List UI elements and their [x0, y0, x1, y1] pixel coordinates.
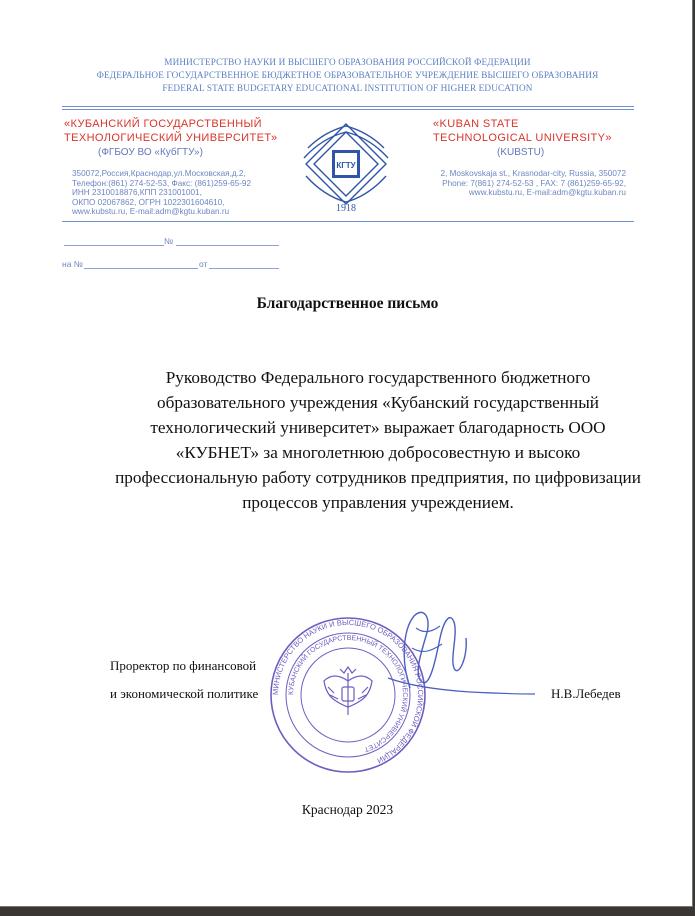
address-ru-line: ОКПО 02067862, ОГРН 1022301604610,	[72, 197, 225, 207]
signatory-position-line1: Проректор по финансовой	[110, 658, 257, 673]
ministry-line: МИНИСТЕРСТВО НАУКИ И ВЫСШЕГО ОБРАЗОВАНИЯ РОССИЙСКОЙ ФЕДЕРАЦИИ	[164, 57, 531, 67]
address-ru-line: ИНН 2310018876,КПП 231001001,	[72, 188, 202, 198]
letter-title: Благодарственное письмо	[256, 295, 439, 312]
institution-line-en: FEDERAL STATE BUDGETARY EDUCATIONAL INSTITUTION OF HIGHER EDUCATION	[162, 83, 533, 93]
univ-name-ru-line2: ТЕХНОЛОГИЧЕСКИЙ УНИВЕРСИТЕТ»	[64, 132, 278, 144]
ref-date-line	[209, 268, 279, 269]
outgoing-date-line	[176, 245, 279, 246]
logo-year: 1918	[336, 203, 356, 214]
ref-number-label: на №	[62, 259, 83, 269]
coat-of-arms-icon	[324, 667, 372, 715]
address-en	[412, 169, 626, 198]
logo-letters: КГТУ	[336, 161, 356, 170]
city-year: Краснодар 2023	[301, 802, 394, 817]
address-en-line: 2, Moskovskaja st., Krasnodar-city, Russia, 350072	[440, 169, 626, 178]
university-logo	[300, 118, 392, 214]
address-ru-line: 350072,Россия,Краснодар,ул.Московская,д.2,	[72, 169, 246, 178]
header-rule-top	[62, 106, 634, 107]
header-rule-lower	[62, 221, 634, 222]
univ-abbr-en: (KUBSTU)	[497, 147, 545, 158]
handwritten-signature	[370, 598, 540, 708]
address-en-line: www.kubstu.ru, E-mail:adm@kgtu.kuban.ru	[468, 188, 626, 198]
header-rule-bottom	[62, 109, 634, 110]
stamp-inner-text: КУБАНСКИЙ ГОСУДАРСТВЕННЫЙ ТЕХНОЛОГИЧЕСКИЙ УНИВЕРСИТЕТ	[287, 634, 409, 753]
signatory-position-line2: и экономической политике	[110, 686, 259, 701]
address-ru-line: www.kubstu.ru, E-mail:adm@kgtu.kuban.ru	[72, 207, 230, 217]
univ-name-en-line1: «KUBAN STATE	[433, 118, 519, 130]
signatory-name: Н.В.Лебедев	[551, 686, 621, 701]
address-en-line: Phone: 7(861) 274-52-53 , FAX: 7 (861)259-65-92,	[442, 178, 626, 188]
stamp-outer-text: МИНИСТЕРСТВО НАУКИ И ВЫСШЕГО ОБРАЗОВАНИЯ РОССИЙСКОЙ ФЕДЕРАЦИИ	[270, 617, 426, 766]
address-ru	[72, 169, 251, 217]
address-ru-line: Телефон:(861) 274-52-53, Факс: (861)259-65-92	[72, 178, 252, 188]
institution-line-ru: ФЕДЕРАЛЬНОЕ ГОСУДАРСТВЕННОЕ БЮДЖЕТНОЕ ОБРАЗОВАТЕЛЬНОЕ УЧРЕЖДЕНИЕ ВЫСШЕГО ОБРАЗОВАНИЯ	[96, 70, 599, 80]
outgoing-number-line	[64, 245, 164, 246]
univ-abbr-ru: (ФГБОУ ВО «КубГТУ»)	[98, 147, 203, 158]
letter-body: Руководство Федерального государственного бюджетного образовательного учреждения «Кубанский государственный технологический университет» выражает благодарность ООО «КУБНЕТ» за многолетнюю добросовестную и высоко профессиональную работу сотрудников предприятия, по цифровизации процессов управления учреждением.	[115, 368, 641, 512]
ref-number-line	[84, 268, 198, 269]
univ-name-en-line2: TECHNOLOGICAL UNIVERSITY»	[433, 132, 612, 144]
univ-name-ru-line1: «КУБАНСКИЙ ГОСУДАРСТВЕННЫЙ	[64, 118, 262, 130]
ref-from-label: от	[199, 259, 208, 269]
number-sign: №	[164, 236, 174, 246]
